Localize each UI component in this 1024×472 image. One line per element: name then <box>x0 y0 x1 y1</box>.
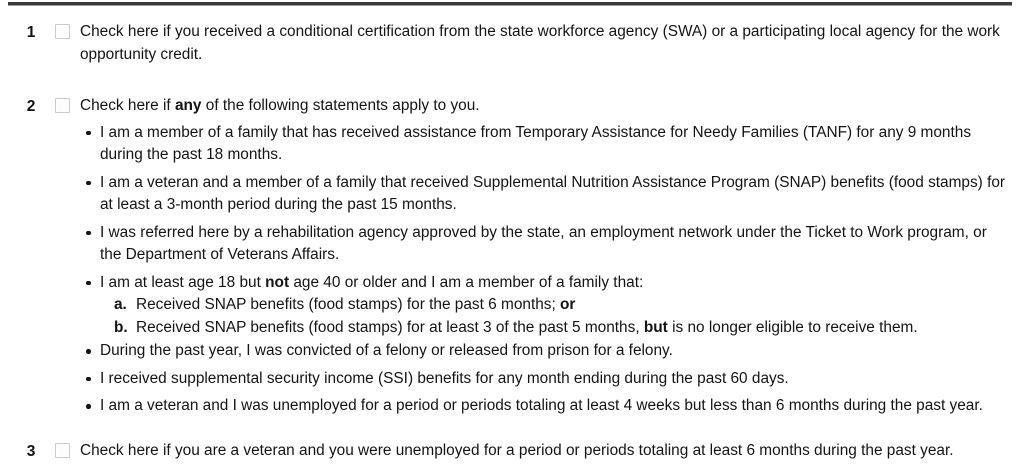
body-text: Check here if you are a veteran and you were unemployed for a period or periods totaling at least 6 months during the past year. <box>80 441 954 459</box>
list-item-text <box>100 342 673 359</box>
top-horizontal-rule <box>8 2 1012 6</box>
question-row-2 <box>0 95 1024 418</box>
question-text-2 <box>80 95 1008 418</box>
question-number-2: 2 <box>26 98 36 115</box>
sub-item-text <box>136 294 1008 317</box>
question-1-paragraph <box>80 21 1008 66</box>
sub-item-text <box>136 317 1008 340</box>
question-row-3 <box>0 440 1024 463</box>
body-text: of the following statements apply to you. <box>201 97 480 114</box>
emphasis-text: not <box>265 273 290 291</box>
question-2-lead <box>80 95 1008 118</box>
emphasis-text: or <box>560 296 576 313</box>
question-number-1: 1 <box>26 24 36 41</box>
list-item <box>80 122 1008 167</box>
body-text: is no longer eligible to receive them. <box>667 318 918 336</box>
list-item <box>80 222 1008 267</box>
list-item <box>80 272 1008 340</box>
body-text: Check here if <box>80 97 175 114</box>
list-item <box>80 172 1008 217</box>
checkbox-question-2[interactable] <box>55 98 70 113</box>
list-item-text <box>100 124 971 164</box>
checkbox-cell-2 <box>44 95 80 113</box>
body-text: I was referred here by a rehabilitation agency approved by the state, an employment network under the Ticket to Work program, or the Department of Veterans Affairs. <box>100 223 987 263</box>
list-item <box>80 368 1008 391</box>
sub-item-marker: a. <box>114 296 127 313</box>
question-row-1 <box>0 21 1024 66</box>
checkbox-question-3[interactable] <box>55 443 70 458</box>
body-text: I am a veteran and I was unemployed for a period or periods totaling at least 4 weeks but less than 6 months during the past year. <box>100 397 983 414</box>
checkbox-cell-1 <box>44 21 80 39</box>
list-item-text <box>100 397 983 414</box>
list-item-text <box>100 274 643 291</box>
emphasis-text: but <box>643 318 668 336</box>
body-text: Check here if you received a conditional certification from the state workforce agency (SWA) or a participating local agency for the work opportunity credit. <box>80 23 1000 63</box>
list-item-text <box>100 370 789 387</box>
checkbox-question-1[interactable] <box>55 24 70 39</box>
body-text: I received supplemental security income (SSI) benefits for any month ending during the past 60 days. <box>100 369 789 387</box>
question-number-3: 3 <box>26 442 36 460</box>
list-item <box>80 340 1008 363</box>
questions-container <box>0 14 1024 463</box>
body-text: age 40 or older and I am a member of a family that: <box>289 273 644 291</box>
question-text-1 <box>80 21 1008 66</box>
list-item <box>80 395 1008 418</box>
emphasis-text: any <box>174 97 202 114</box>
body-text: Received SNAP benefits (food stamps) for at least 3 of the past 5 months, <box>136 318 644 336</box>
body-text: I am a member of a family that has received assistance from Temporary Assistance for Needy Families (TANF) for any 9 months during the past 18 months. <box>100 123 972 163</box>
checkbox-cell-3 <box>44 440 80 458</box>
body-text: I am a veteran and a member of a family that received Supplemental Nutrition Assistance Program (SNAP) benefits (food stamps) for at least a 3-month period during the past 15 months. <box>100 173 1006 213</box>
sub-list-item <box>100 317 1008 340</box>
list-item-text <box>100 224 987 264</box>
sub-list-item <box>100 294 1008 317</box>
sub-item-marker: b. <box>114 318 128 336</box>
body-text: Received SNAP benefits (food stamps) for the past 6 months; <box>136 296 561 313</box>
list-item-text <box>100 174 1005 214</box>
question-2-bullet-list <box>80 122 1008 418</box>
question-text-3 <box>80 440 1008 463</box>
body-text: I am at least age 18 but <box>100 273 266 291</box>
question-3-paragraph <box>80 440 1008 463</box>
sub-item-list <box>100 294 1008 339</box>
body-text: During the past year, I was convicted of a felony or released from prison for a felony. <box>100 342 673 359</box>
